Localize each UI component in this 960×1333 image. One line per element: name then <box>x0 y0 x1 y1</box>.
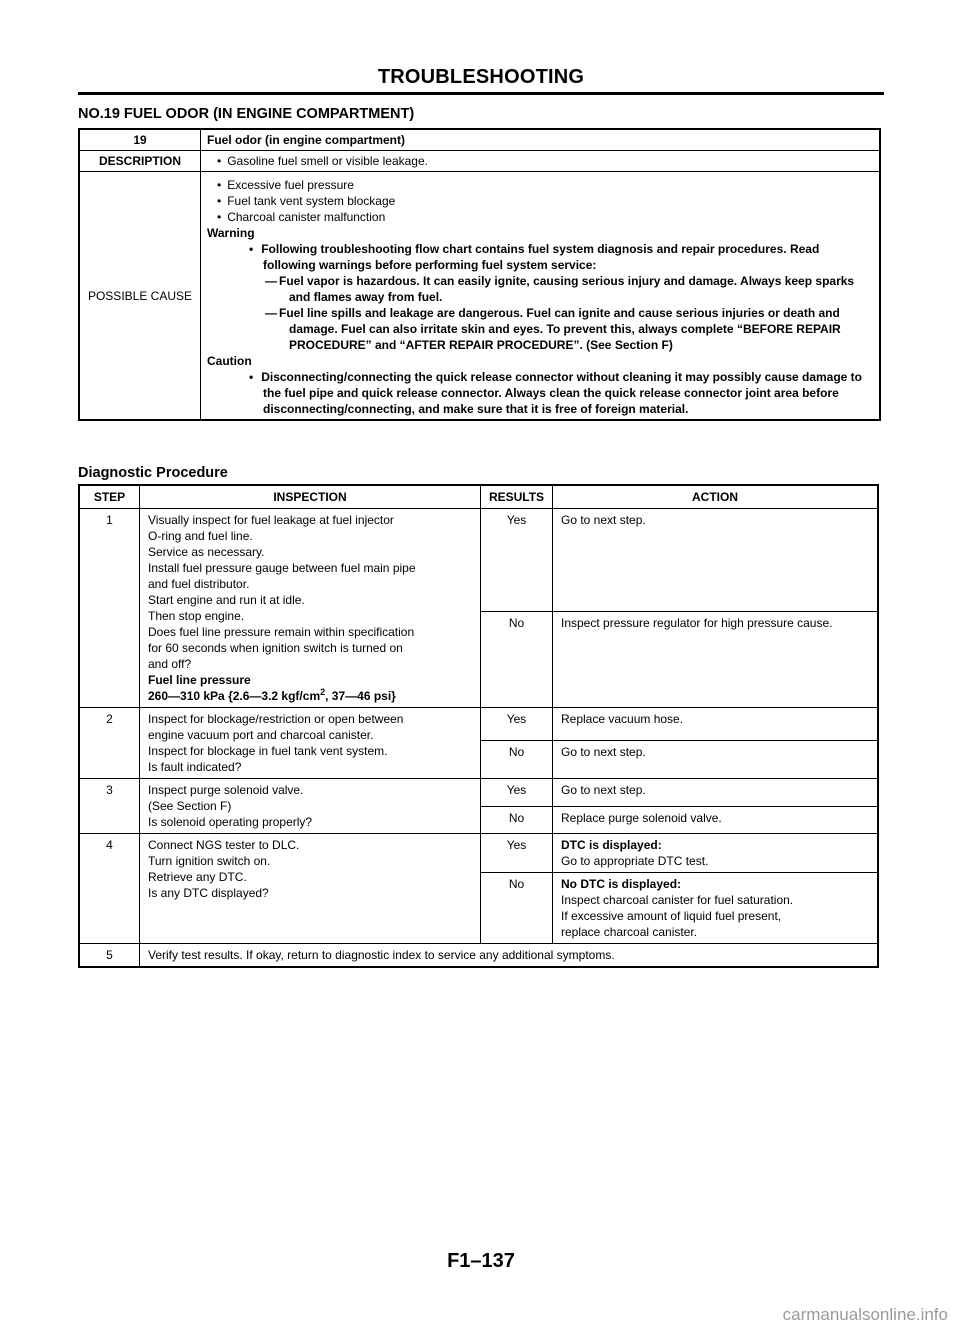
inspection-line: Inspect for blockage in fuel tank vent system. <box>148 744 388 758</box>
step-number: 4 <box>79 834 140 944</box>
table-row <box>79 708 878 741</box>
step-number: 3 <box>79 779 140 834</box>
inspection-line: Service as necessary. <box>148 545 265 559</box>
description-row <box>79 151 880 172</box>
inspection-line: Does fuel line pressure remain within specification <box>148 625 415 639</box>
action-no: Go to next step. <box>553 741 879 779</box>
inspection-line: and fuel distributor. <box>148 577 250 591</box>
result-yes: Yes <box>481 509 553 612</box>
header-action: ACTION <box>553 485 879 509</box>
step-inspection <box>140 708 481 779</box>
header-results: RESULTS <box>481 485 553 509</box>
spec-value-a: 260—310 kPa {2.6—3.2 kgf/cm <box>148 689 321 703</box>
action-line: If excessive amount of liquid fuel present, <box>561 909 782 923</box>
inspection-line: Connect NGS tester to DLC. <box>148 838 300 852</box>
diagnostic-table <box>78 484 879 968</box>
action-line: replace charcoal canister. <box>561 925 698 939</box>
warning-sub-item: — Fuel line spills and leakage are dangerous. Fuel can ignite and cause serious injuries or death and damage. Fuel can also irritate skin and eyes. To prevent this, always complete “BEFORE REPAIR PROCEDURE” and “AFTER REPAIR PROCEDURE”. (See Section F) <box>207 305 873 353</box>
action-no: Replace purge solenoid valve. <box>553 806 879 834</box>
cause-item: • Fuel tank vent system blockage <box>207 193 873 209</box>
diagnostic-title: Diagnostic Procedure <box>78 465 228 481</box>
caution-heading: Caution <box>207 354 252 368</box>
inspection-line: Inspect purge solenoid valve. <box>148 783 304 797</box>
result-no: No <box>481 806 553 834</box>
warning-sub-item: — Fuel vapor is hazardous. It can easily ignite, causing serious injury and damage. Always keep sparks and flames away from fuel. <box>207 273 873 305</box>
action-yes: Replace vacuum hose. <box>553 708 879 741</box>
step-number: 5 <box>79 944 140 968</box>
table-row <box>79 834 878 873</box>
inspection-line: Turn ignition switch on. <box>148 854 271 868</box>
page-header: TROUBLESHOOTING <box>377 66 585 88</box>
description-label: DESCRIPTION <box>79 151 201 172</box>
action-yes <box>553 834 879 873</box>
inspection-line: Visually inspect for fuel leakage at fuel injector <box>148 513 394 527</box>
header-step: STEP <box>79 485 140 509</box>
inspection-line: O-ring and fuel line. <box>148 529 253 543</box>
step-number: 2 <box>79 708 140 779</box>
watermark: carmanualsonline.info <box>782 1305 948 1324</box>
spec-superscript: 2 <box>320 687 326 697</box>
result-yes: Yes <box>481 708 553 741</box>
warning-heading: Warning <box>207 226 255 240</box>
description-text: • Gasoline fuel smell or visible leakage. <box>207 153 873 169</box>
inspection-line: Is fault indicated? <box>148 760 242 774</box>
section-title: NO.19 FUEL ODOR (IN ENGINE COMPARTMENT) <box>78 106 415 122</box>
action-title: No DTC is displayed: <box>561 877 682 891</box>
result-yes: Yes <box>481 834 553 873</box>
symptom-row <box>79 129 880 151</box>
step-inspection <box>140 834 481 944</box>
inspection-line: Is any DTC displayed? <box>148 886 269 900</box>
header-inspection: INSPECTION <box>140 485 481 509</box>
result-no: No <box>481 873 553 944</box>
step-final-text: Verify test results. If okay, return to diagnostic index to service any additional symptoms. <box>140 944 879 968</box>
symptom-table <box>78 128 881 421</box>
diagnostic-header-row <box>79 485 878 509</box>
spec-value-b: , 37—46 psi} <box>325 689 396 703</box>
inspection-line: Start engine and run it at idle. <box>148 593 305 607</box>
result-no: No <box>481 612 553 708</box>
step-inspection <box>140 509 481 708</box>
action-yes: Go to next step. <box>553 509 879 612</box>
inspection-line: Retrieve any DTC. <box>148 870 247 884</box>
symptom-name: Fuel odor (in engine compartment) <box>201 129 881 151</box>
inspection-line: Inspect for blockage/restriction or open between <box>148 712 404 726</box>
result-yes: Yes <box>481 779 553 807</box>
result-no: No <box>481 741 553 779</box>
action-yes: Go to next step. <box>553 779 879 807</box>
spec-value <box>148 688 472 704</box>
cause-item: • Charcoal canister malfunction <box>207 209 873 225</box>
inspection-line: and off? <box>148 657 192 671</box>
spec-label: Fuel line pressure <box>148 673 251 687</box>
step-inspection <box>140 779 481 834</box>
inspection-line: (See Section F) <box>148 799 232 813</box>
action-line: Inspect charcoal canister for fuel saturation. <box>561 893 794 907</box>
table-row <box>79 779 878 807</box>
table-row <box>79 509 878 612</box>
description-cell <box>201 151 881 172</box>
step-number: 1 <box>79 509 140 708</box>
inspection-line: Then stop engine. <box>148 609 245 623</box>
inspection-line: for 60 seconds when ignition switch is turned on <box>148 641 403 655</box>
symptom-number: 19 <box>79 129 201 151</box>
table-row <box>79 944 878 968</box>
possible-cause-row <box>79 172 880 421</box>
action-title: DTC is displayed: <box>561 838 662 852</box>
possible-cause-cell <box>201 172 881 421</box>
page-number: F1–137 <box>447 1250 515 1272</box>
action-line: Go to appropriate DTC test. <box>561 854 709 868</box>
warning-bullet: • Following troubleshooting flow chart contains fuel system diagnosis and repair procedures. Read following warnings before performing fuel system service: <box>207 241 873 273</box>
cause-item: • Excessive fuel pressure <box>207 177 873 193</box>
header-rule <box>78 92 884 95</box>
action-no: Inspect pressure regulator for high pressure cause. <box>553 612 879 708</box>
inspection-line: Install fuel pressure gauge between fuel main pipe <box>148 561 416 575</box>
possible-cause-label: POSSIBLE CAUSE <box>79 172 201 421</box>
caution-bullet: • Disconnecting/connecting the quick release connector without cleaning it may possibly cause damage to the fuel pipe and quick release connector. Always clean the quick release connector joint area before disconnecting/connecting, and make sure that it is free of foreign material. <box>207 369 873 417</box>
inspection-line: engine vacuum port and charcoal canister. <box>148 728 374 742</box>
action-no <box>553 873 879 944</box>
inspection-line: Is solenoid operating properly? <box>148 815 313 829</box>
